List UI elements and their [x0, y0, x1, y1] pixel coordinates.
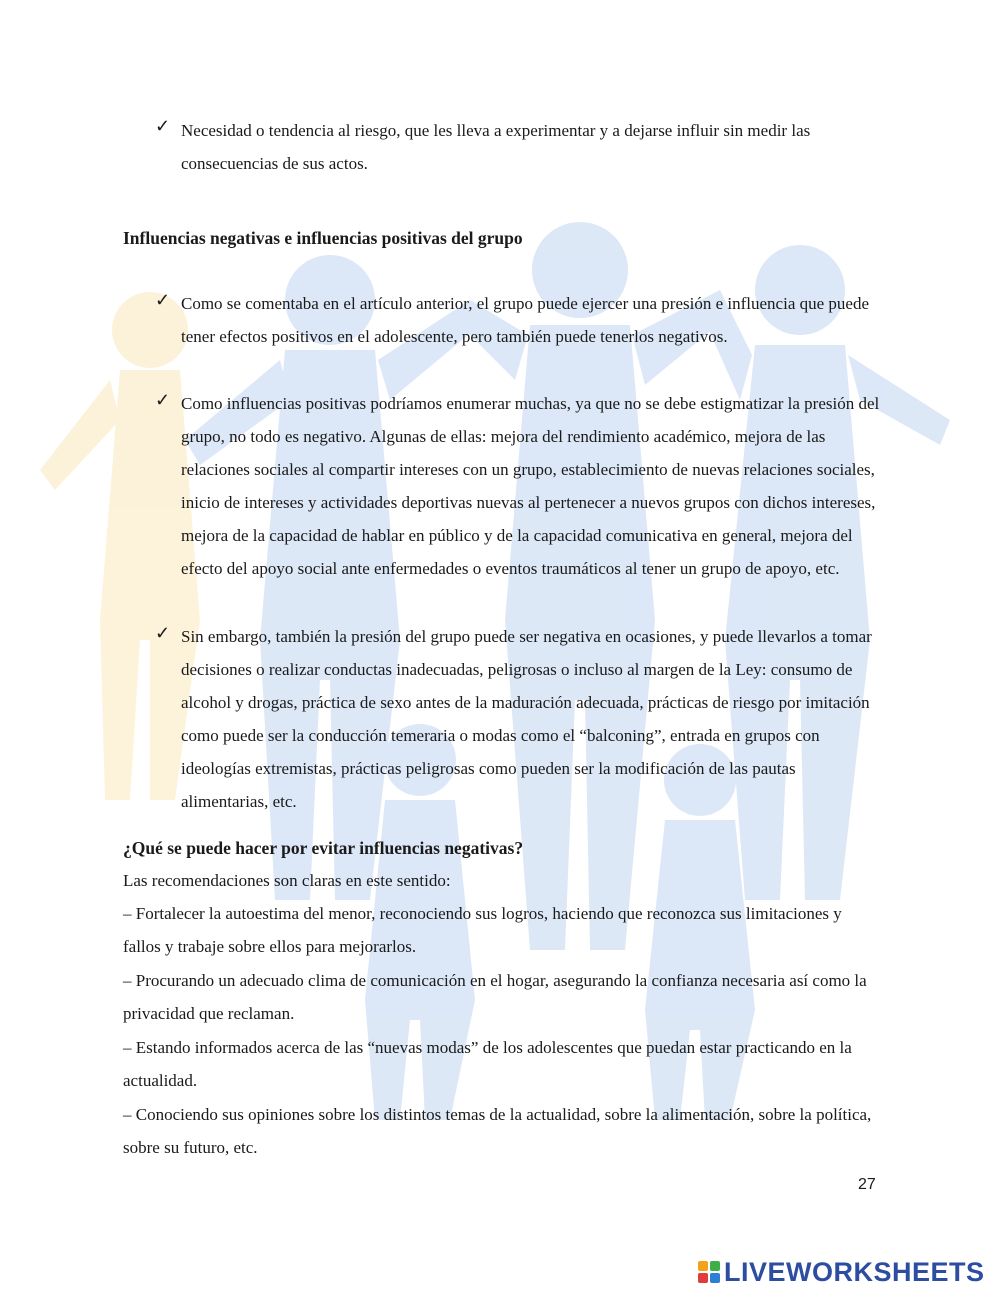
checkmark-icon: ✓	[155, 116, 171, 136]
checkmark-icon: ✓	[155, 290, 171, 310]
logo-square	[710, 1273, 720, 1283]
brand-name: LIVEWORKSHEETS	[724, 1256, 985, 1287]
liveworksheets-icon	[698, 1261, 720, 1283]
page-number: 27	[858, 1176, 876, 1193]
recommendation-item: – Procurando un adecuado clima de comunicación en el hogar, asegurando la confianza necesaria así como la privacidad que reclaman.	[123, 971, 867, 1023]
recommendation-item: – Fortalecer la autoestima del menor, reconociendo sus logros, haciendo que reconozca sus limitaciones y fallos y trabaje sobre ellos para mejorarlos.	[123, 904, 842, 956]
intro-bullet-text: Necesidad o tendencia al riesgo, que les lleva a experimentar y a dejarse influir sin medir las consecuencias de sus actos.	[181, 121, 811, 173]
recommendations-intro: Las recomendaciones son claras en este sentido:	[123, 871, 451, 890]
logo-square	[698, 1261, 708, 1271]
section-heading-influences: Influencias negativas e influencias positivas del grupo	[123, 228, 523, 248]
recommendation-item: – Conociendo sus opiniones sobre los distintos temas de la actualidad, sobre la alimentación, sobre la política, sobre su futuro, etc.	[123, 1105, 872, 1157]
logo-square	[698, 1273, 708, 1283]
logo-square	[710, 1261, 720, 1271]
section-heading-prevention: ¿Qué se puede hacer por evitar influencias negativas?	[123, 838, 524, 858]
checkmark-icon: ✓	[155, 390, 171, 410]
bullet-text: Como influencias positivas podríamos enumerar muchas, ya que no se debe estigmatizar la presión del grupo, no todo es negativo. Algunas de ellas: mejora del rendimiento académico, mejora de las relaciones sociales al compartir intereses con un grupo, establecimiento de nuevas relaciones sociales, inicio de intereses y actividades deportivas nuevas al pertenecer a nuevos grupos con dichos intereses, mejora de la capacidad de hablar en público y de la capacidad comunicativa en general, mejora del efecto del apoyo social ante enfermedades o eventos traumáticos al tener un grupo de apoyo, etc.	[181, 394, 880, 578]
bullet-text: Sin embargo, también la presión del grupo puede ser negativa en ocasiones, y puede llevarlos a tomar decisiones o realizar conductas inadecuadas, peligrosas o incluso al margen de la Ley: consumo de alcohol y drogas, práctica de sexo antes de la maduración adecuada, prácticas de riesgo por imitación como puede ser la conducción temeraria o modas como el “balconing”, entrada en grupos con ideologías extremistas, prácticas peligrosas como pueden ser la modificación de las pautas alimentarias, etc.	[181, 627, 872, 811]
liveworksheets-logo[interactable]	[698, 1256, 985, 1288]
bullet-text: Como se comentaba en el artículo anterior, el grupo puede ejercer una presión e influencia que puede tener efectos positivos en el adolescente, pero también puede tenerlos negativos.	[181, 294, 870, 346]
recommendation-item: – Estando informados acerca de las “nuevas modas” de los adolescentes que puedan estar practicando en la actualidad.	[123, 1038, 852, 1090]
checkmark-icon: ✓	[155, 623, 171, 643]
